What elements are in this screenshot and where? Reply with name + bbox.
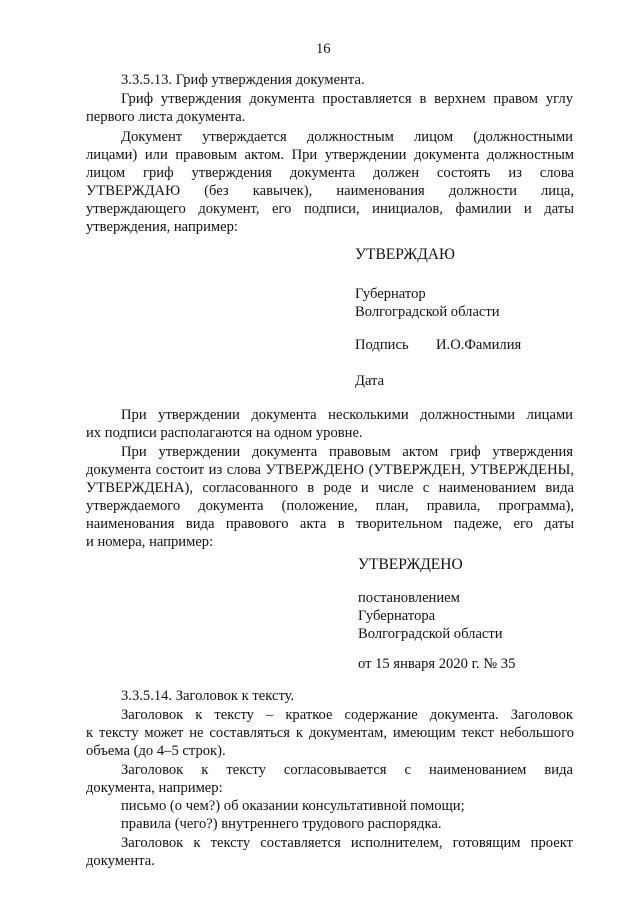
approval-stamp-position: Волгоградской области: [355, 304, 500, 320]
section-13-p4-line: и номера, например:: [86, 534, 214, 550]
section-13-p2-line: Документ утверждается должностным лицом (должностными: [121, 129, 573, 145]
section-13-p3-line: При утверждении документа несколькими должностными лицами: [121, 407, 573, 423]
section-13-p1-line: первого листа документа.: [86, 109, 246, 125]
section-14-p2-line: Заголовок к тексту согласовывается с наименованием вида: [121, 762, 573, 778]
section-13-p2-line: УТВЕРЖДАЮ (без кавычек), наименования должности лица,: [86, 183, 574, 199]
section-13-p3-line: их подписи располагаются на одном уровне.: [86, 425, 363, 441]
section-14-p1-line: Заголовок к тексту – краткое содержание документа. Заголовок: [121, 707, 573, 723]
approval-stamp-date: Дата: [355, 373, 385, 389]
section-14-example: письмо (о чем?) об оказании консультативной помощи;: [121, 798, 465, 814]
section-13-p2-line: лицом гриф утверждения документа должен состоять из слова: [86, 165, 574, 181]
page-number: 16: [316, 41, 331, 57]
section-14-example: правила (чего?) внутреннего трудового распорядка.: [121, 816, 442, 832]
section-13-p4-line: утверждаемого документа (положение, план, правила, программа),: [86, 498, 574, 514]
section-14-heading: 3.3.5.14. Заголовок к тексту.: [121, 688, 295, 704]
approval-stamp-position: Губернатор: [355, 286, 426, 302]
approval-act-date: от 15 января 2020 г. № 35: [358, 656, 516, 672]
approval-stamp-name: И.О.Фамилия: [436, 337, 522, 353]
approval-act-title: УТВЕРЖДЕНО: [358, 556, 463, 573]
section-14-p3-line: документа.: [86, 853, 155, 869]
section-13-p2-line: лицами) или правовым актом. При утверждении документа должностным: [86, 147, 574, 163]
section-13-p2-line: утверждающего документ, его подписи, инициалов, фамилии и даты: [86, 201, 574, 217]
section-13-p4-line: наименования вида правового акта в творительном падеже, его даты: [86, 516, 574, 532]
section-14-p1-line: объема (до 4–5 строк).: [86, 743, 226, 759]
section-13-p4-line: документа состоит из слова УТВЕРЖДЕНО (УТВЕРЖДЕН, УТВЕРЖДЕНЫ,: [86, 462, 574, 478]
section-14-p2-line: документа, например:: [86, 780, 223, 796]
section-14-p1-line: к тексту может не составляться к документам, имеющим текст небольшого: [86, 725, 574, 741]
section-13-p2-line: утверждения, например:: [86, 219, 238, 235]
approval-stamp-title: УТВЕРЖДАЮ: [355, 246, 455, 263]
approval-stamp-signature: Подпись: [355, 337, 409, 353]
section-14-p3-line: Заголовок к тексту составляется исполнителем, готовящим проект: [121, 835, 573, 851]
section-13-p1-line: Гриф утверждения документа проставляется в верхнем правом углу: [121, 91, 573, 107]
section-13-p4-line: При утверждении документа правовым актом гриф утверждения: [121, 444, 573, 460]
approval-act-line: Губернатора: [358, 608, 436, 624]
approval-act-line: постановлением: [358, 590, 460, 606]
section-13-p4-line: УТВЕРЖДЕНА), согласованного в роде и числе с наименованием вида: [86, 480, 574, 496]
section-13-heading: 3.3.5.13. Гриф утверждения документа.: [121, 72, 365, 88]
approval-act-line: Волгоградской области: [358, 626, 503, 642]
